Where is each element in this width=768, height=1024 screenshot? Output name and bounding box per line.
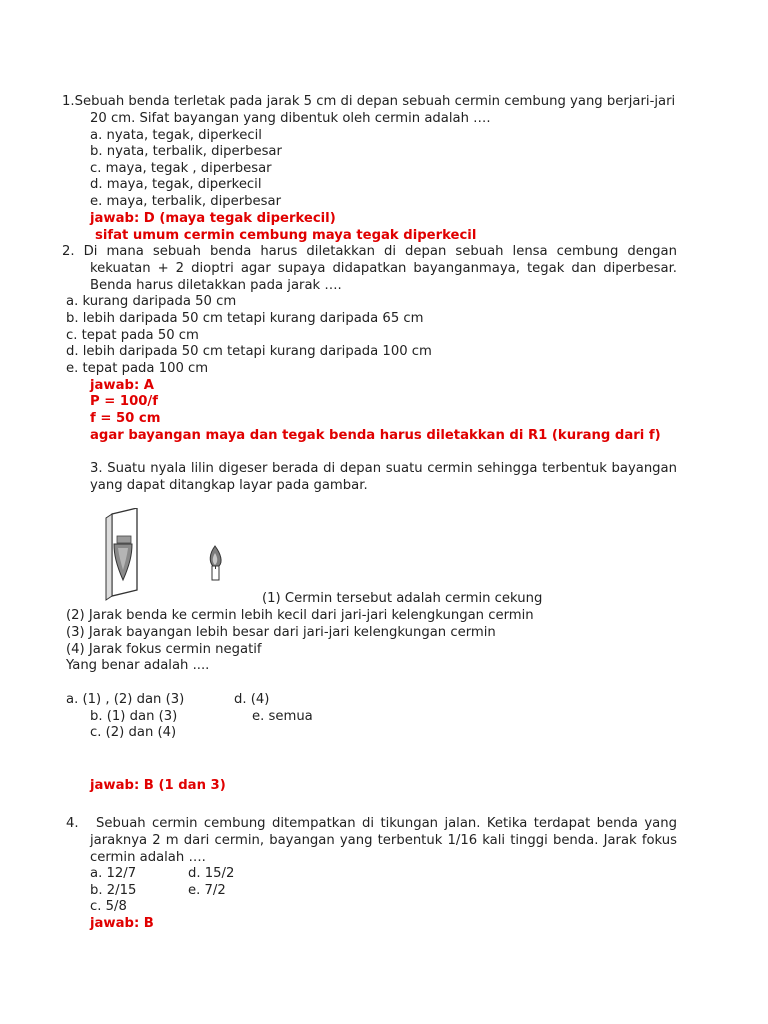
q2-answer-line-2: P = 100/f	[90, 394, 158, 409]
q2-option-c: c. tepat pada 50 cm	[66, 328, 199, 343]
q3-statement-3: (3) Jarak bayangan lebih besar dari jari-jari kelengkungan cermin	[66, 625, 496, 640]
q2-option-b: b. lebih daripada 50 cm tetapi kurang daripada 65 cm	[66, 311, 424, 326]
candle-object	[210, 546, 221, 580]
q4-option-a: a. 12/7	[90, 866, 137, 881]
q2-answer-line-3: f = 50 cm	[90, 411, 161, 426]
q4-line-2: jaraknya 2 m dari cermin, bayangan yang terbentuk 1/16 kali tinggi benda. Jarak fokus	[90, 833, 677, 848]
q2-option-a: a. kurang daripada 50 cm	[66, 294, 237, 309]
q4-option-d: d. 15/2	[188, 866, 235, 881]
q2-option-d: d. lebih daripada 50 cm tetapi kurang daripada 100 cm	[66, 344, 432, 359]
q1-option-a: a. nyata, tegak, diperkecil	[90, 128, 262, 143]
q3-line-2: yang dapat ditangkap layar pada gambar.	[90, 478, 368, 493]
q4-number: 4.	[66, 816, 79, 831]
q3-option-d: d. (4)	[234, 692, 270, 707]
q3-statement-1: (1) Cermin tersebut adalah cermin cekung	[262, 591, 543, 606]
q3-answer: jawab: B (1 dan 3)	[90, 778, 226, 793]
q4-option-c: c. 5/8	[90, 899, 127, 914]
q3-statement-2: (2) Jarak benda ke cermin lebih kecil dari jari-jari kelengkungan cermin	[66, 608, 534, 623]
q4-line-1: Sebuah cermin cembung ditempatkan di tikungan jalan. Ketika terdapat benda yang	[96, 816, 677, 831]
q4-option-e: e. 7/2	[188, 883, 226, 898]
q3-option-b: b. (1) dan (3)	[90, 709, 178, 724]
q1-line-1: 1.Sebuah benda terletak pada jarak 5 cm di depan sebuah cermin cembung yang berjari-jari	[62, 94, 676, 109]
q2-line-2: kekuatan + 2 dioptri agar supaya didapatkan bayanganmaya, tegak dan diperbesar.	[90, 261, 677, 276]
q3-option-c: c. (2) dan (4)	[90, 725, 177, 740]
q2-answer-line-1: jawab: A	[90, 378, 155, 393]
q2-answer-line-4: agar bayangan maya dan tegak benda harus diletakkan di R1 (kurang dari f)	[90, 428, 661, 443]
q1-option-c: c. maya, tegak , diperbesar	[90, 161, 272, 176]
q1-option-b: b. nyata, terbalik, diperbesar	[90, 144, 282, 159]
q3-figure	[88, 508, 248, 603]
q1-line-2: 20 cm. Sifat bayangan yang dibentuk oleh cermin adalah ….	[90, 111, 491, 126]
q4-option-b: b. 2/15	[90, 883, 137, 898]
q3-line-1: 3. Suatu nyala lilin digeser berada di depan suatu cermin sehingga terbentuk bayangan	[90, 461, 677, 476]
q1-option-d: d. maya, tegak, diperkecil	[90, 177, 262, 192]
q4-answer: jawab: B	[90, 916, 154, 931]
q2-line-3: Benda harus diletakkan pada jarak ….	[90, 278, 342, 293]
q3-prompt: Yang benar adalah ....	[66, 658, 210, 673]
q1-answer: jawab: D (maya tegak diperkecil)	[90, 211, 336, 226]
q3-statement-4: (4) Jarak fokus cermin negatif	[66, 642, 262, 657]
q3-option-e: e. semua	[252, 709, 313, 724]
q2-line-1: 2. Di mana sebuah benda harus diletakkan di depan sebuah lensa cembung dengan	[62, 244, 677, 259]
q3-option-a: a. (1) , (2) dan (3)	[66, 692, 185, 707]
q4-line-3: cermin adalah ….	[90, 850, 206, 865]
q1-option-e: e. maya, terbalik, diperbesar	[90, 194, 281, 209]
q1-answer-note: sifat umum cermin cembung maya tegak diperkecil	[95, 228, 477, 243]
q2-option-e: e. tepat pada 100 cm	[66, 361, 209, 376]
